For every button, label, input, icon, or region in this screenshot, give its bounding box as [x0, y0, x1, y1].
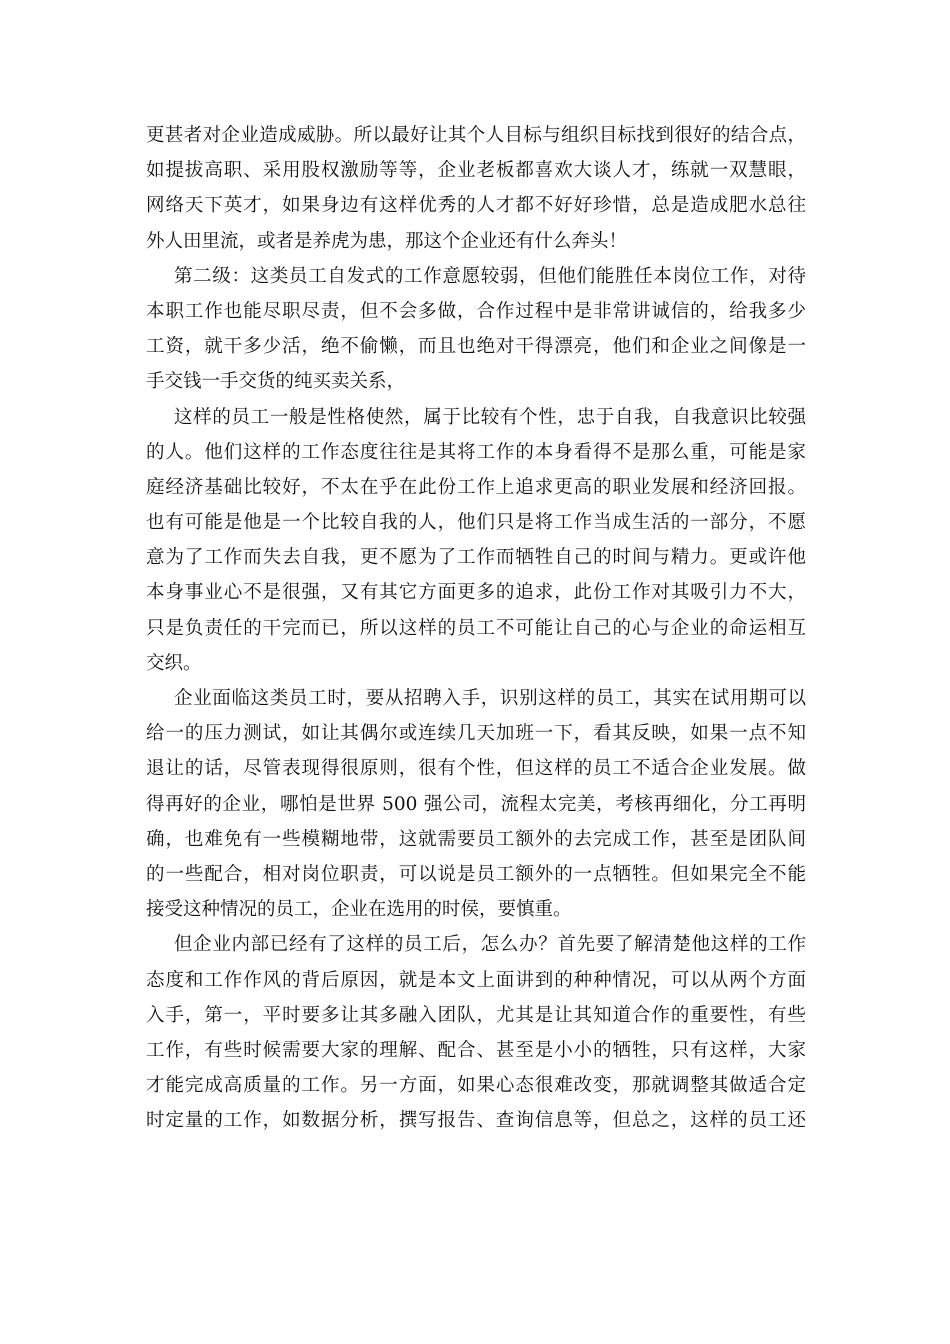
- text-line: 工作，有些时候需要大家的理解、配合、甚至是小小的牺牲，只有这样，大家: [146, 1039, 806, 1061]
- text-line: 给一的压力测试，如让其偶尔或连续几天加班一下，看其反映，如果一点不知: [146, 723, 806, 745]
- text-line: 这样的员工一般是性格使然，属于比较有个性，忠于自我，自我意识比较强: [174, 406, 806, 428]
- text-line: 也有可能是他是一个比较自我的人，他们只是将工作当成生活的一部分，不愿: [146, 512, 806, 534]
- text-line: 时定量的工作，如数据分析，撰写报告、查询信息等，但总之，这样的员工还: [146, 1110, 806, 1132]
- text-line: 入手，第一，平时要多让其多融入团队，尤其是让其知道合作的重要性，有些: [146, 1004, 806, 1026]
- paragraph: [146, 259, 806, 400]
- text-line: 的人。他们这样的工作态度往往是其将工作的本身看得不是那么重，可能是家: [146, 441, 806, 463]
- document-body: [146, 118, 806, 1138]
- paragraph: [146, 927, 806, 1138]
- text-line: 如提拔高职、采用股权激励等等，企业老板都喜欢大谈人才，练就一双慧眼，: [146, 160, 806, 182]
- text-line: 外人田里流，或者是养虎为患，那这个企业还有什么奔头！: [146, 230, 628, 252]
- text-line: 退让的话，尽管表现得很原则，很有个性，但这样的员工不适合企业发展。做: [146, 758, 806, 780]
- text-line: 更甚者对企业造成威胁。所以最好让其个人目标与组织目标找到很好的结合点，: [146, 125, 806, 146]
- text-line: 企业面临这类员工时，要从招聘入手，识别这样的员工，其实在试用期可以: [174, 688, 806, 709]
- text-line: 才能完成高质量的工作。另一方面，如果心态很难改变，那就调整其做适合定: [146, 1075, 806, 1097]
- text-line: 网络天下英才，如果身边有这样优秀的人才都不好好珍惜，总是造成肥水总往: [146, 195, 806, 217]
- paragraph: [146, 118, 806, 259]
- text-line: 态度和工作作风的背后原因，就是本文上面讲到的种种情况，可以从两个方面: [146, 969, 806, 991]
- text-line: 确，也难免有一些模糊地带，这就需要员工额外的去完成工作，甚至是团队间: [146, 828, 806, 850]
- text-line: 工资，就干多少活，绝不偷懒，而且也绝对干得漂亮，他们和企业之间像是一: [146, 336, 806, 358]
- paragraph: [146, 681, 806, 927]
- text-line: 手交钱一手交货的纯买卖关系，: [146, 371, 406, 393]
- paragraph: [146, 400, 806, 682]
- text-line: 庭经济基础比较好，不太在乎在此份工作上追求更高的职业发展和经济回报。: [146, 476, 806, 498]
- text-line: 本身事业心不是很强，又有其它方面更多的追求，此份工作对其吸引力不大，: [146, 582, 806, 604]
- text-line: 接受这种情况的员工，企业在选用的时侯，要慎重。: [146, 899, 572, 921]
- text-line: 只是负责任的干完而已，所以这样的员工不可能让自己的心与企业的命运相互: [146, 617, 806, 639]
- text-line: 但企业内部已经有了这样的员工后，怎么办？首先要了解清楚他这样的工作: [174, 934, 806, 956]
- text-line: 本职工作也能尽职尽责，但不会多做，合作过程中是非常讲诚信的，给我多少: [146, 300, 806, 322]
- text-line: 第二级：这类员工自发式的工作意愿较弱，但他们能胜任本岗位工作，对待: [174, 265, 806, 287]
- text-line: 的一些配合，相对岗位职责，可以说是员工额外的一点牺牲。但如果完全不能: [146, 863, 806, 885]
- text-line: 交织。: [146, 652, 202, 674]
- text-line: 得再好的企业，哪怕是世界 500 强公司，流程太完美，考核再细化，分工再明: [146, 793, 806, 815]
- text-line: 意为了工作而失去自我，更不愿为了工作而牺牲自己的时间与精力。更或许他: [146, 547, 806, 569]
